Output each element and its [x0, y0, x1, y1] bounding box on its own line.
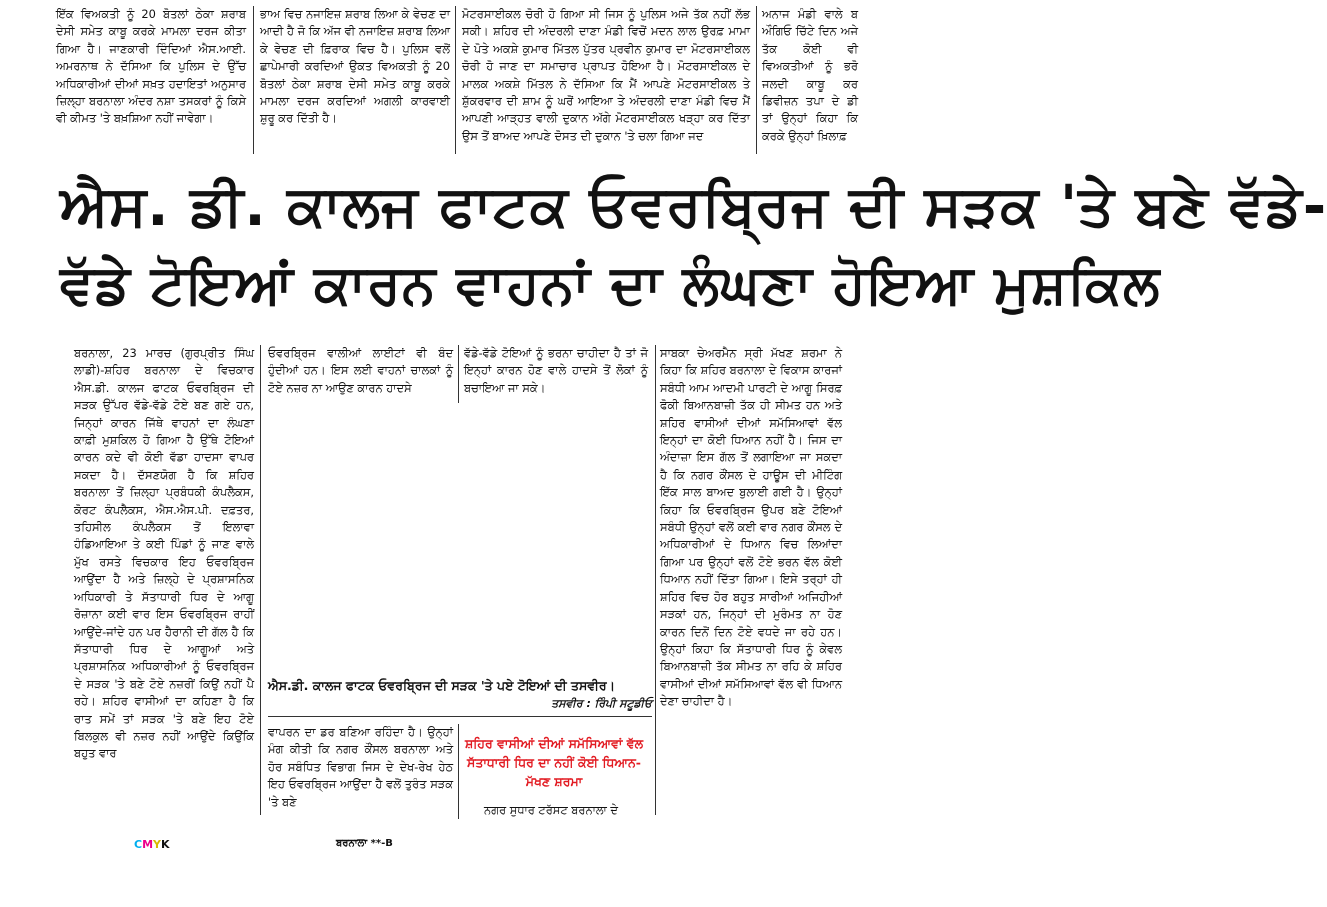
headline-line-1: ਐਸ. ਡੀ. ਕਾਲਜ ਫਾਟਕ ਓਵਰਬ੍ਰਿਜ ਦੀ ਸੜਕ 'ਤੇ ਬਣੇ ਵੱਡੇ-: [60, 174, 1327, 239]
page-label: ਬਰਨਾਲਾ **-B: [336, 838, 393, 849]
column-divider: [253, 6, 254, 154]
article-col-4: ਸਾਬਕਾ ਚੇਅਰਮੈਨ ਸ੍ਰੀ ਮੱਖਣ ਸ਼ਰਮਾ ਨੇ ਕਿਹਾ ਕਿ ਸ਼ਹਿਰ ਬਰਨਾਲਾ ਦੇ ਵਿਕਾਸ ਕਾਰਜਾਂ ਸਬੰਧੀ ਆਮ ਆਦਮੀ ਪਾਰਟੀ ਦੇ ਆਗੂ ਸਿਰਫ਼ ਫੋਕੀ ਬਿਆਨਬਾਜ਼ੀ ਤੱਕ ਹੀ ਸੀਮਤ ਹਨ ਅਤੇ ਸ਼ਹਿਰ ਵਾਸੀਆਂ ਦੀਆਂ ਸਮੱਸਿਆਵਾਂ ਵੱਲ ਇਨ੍ਹਾਂ ਦਾ ਕੋਈ ਧਿਆਨ ਨਹੀਂ ਹੈ। ਜਿਸ ਦਾ ਅੰਦਾਜ਼ਾ ਇਸ ਗੱਲ ਤੋਂ ਲਗਾਇਆ ਜਾ ਸਕਦਾ ਹੈ ਕਿ ਨਗਰ ਕੌਂਸਲ ਦੇ ਹਾਊਸ ਦੀ ਮੀਟਿੰਗ ਇੱਕ ਸਾਲ ਬਾਅਦ ਬੁਲਾਈ ਗਈ ਹੈ। ਉਨ੍ਹਾਂ ਕਿਹਾ ਕਿ ਓਵਰਬ੍ਰਿਜ ਉਪਰ ਬਣੇ ਟੋਇਆਂ ਸਬੰਧੀ ਉਨ੍ਹਾਂ ਵਲੋਂ ਕਈ ਵਾਰ ਨਗਰ ਕੌਂਸਲ ਦੇ ਅਧਿਕਾਰੀਆਂ ਦੇ ਧਿਆਨ ਵਿਚ ਲਿਆਂਦਾ ਗਿਆ ਪਰ ਉਨ੍ਹਾਂ ਵਲੋਂ ਟੋਏ ਭਰਨ ਵੱਲ ਕੋਈ ਧਿਆਨ ਨਹੀਂ ਦਿੱਤਾ ਗਿਆ। ਇਸੇ ਤਰ੍ਹਾਂ ਹੀ ਸ਼ਹਿਰ ਵਿਚ ਹੋਰ ਬਹੁਤ ਸਾਰੀਆਂ ਅਜਿਹੀਆਂ ਸੜਕਾਂ ਹਨ, ਜਿਨ੍ਹਾਂ ਦੀ ਮੁਰੰਮਤ ਨਾ ਹੋਣ ਕਾਰਨ ਦਿਨੋਂ ਦਿਨ ਟੋਏ ਵਧਦੇ ਜਾ ਰਹੇ ਹਨ। ਉਨ੍ਹਾਂ ਕਿਹਾ ਕਿ ਸੱਤਾਧਾਰੀ ਧਿਰ ਨੂੰ ਕੇਵਲ ਬਿਆਨਬਾਜ਼ੀ ਤੱਕ ਸੀਮਤ ਨਾ ਰਹਿ ਕੇ ਸ਼ਹਿਰ ਵਾਸੀਆਂ ਦੀਆਂ ਸਮੱਸਿਆਵਾਂ ਵੱਲ ਵੀ ਧਿਆਨ ਦੇਣਾ ਚਾਹੀਦਾ ਹੈ।: [660, 346, 842, 709]
column-divider: [455, 6, 456, 154]
cmyk-marker: [134, 838, 170, 851]
article-col-1: ਬਰਨਾਲਾ, 23 ਮਾਰਚ (ਗੁਰਪ੍ਰੀਤ ਸਿੰਘ ਲਾਡੀ)-ਸ਼ਹਿਰ ਬਰਨਾਲਾ ਦੇ ਵਿਚਕਾਰ ਐਸ.ਡੀ. ਕਾਲਜ ਫਾਟਕ ਓਵਰਬ੍ਰਿਜ ਦੀ ਸੜਕ ਉੱਪਰ ਵੱਡੇ-ਵੱਡੇ ਟੋਏ ਬਣ ਗਏ ਹਨ, ਜਿਨ੍ਹਾਂ ਕਾਰਨ ਜਿੱਥੇ ਵਾਹਨਾਂ ਦਾ ਲੰਘਣਾ ਕਾਫ਼ੀ ਮੁਸ਼ਕਿਲ ਹੋ ਗਿਆ ਹੈ ਉੱਥੇ ਟੋਇਆਂ ਕਾਰਨ ਕਦੇ ਵੀ ਕੋਈ ਵੱਡਾ ਹਾਦਸਾ ਵਾਪਰ ਸਕਦਾ ਹੈ। ਦੱਸਣਯੋਗ ਹੈ ਕਿ ਸ਼ਹਿਰ ਬਰਨਾਲਾ ਤੋਂ ਜ਼ਿਲ੍ਹਾ ਪ੍ਰਬੰਧਕੀ ਕੰਪਲੈਕਸ, ਕੋਰਟ ਕੰਪਲੈਕਸ, ਐਸ.ਐਸ.ਪੀ. ਦਫ਼ਤਰ, ਤਹਿਸੀਲ ਕੰਪਲੈਕਸ ਤੋਂ ਇਲਾਵਾ ਹੰਡਿਆਇਆ ਤੇ ਕਈ ਪਿੰਡਾਂ ਨੂੰ ਜਾਣ ਵਾਲੇ ਮੁੱਖ ਰਸਤੇ ਵਿਚਕਾਰ ਇਹ ਓਵਰਬ੍ਰਿਜ ਆਉਂਦਾ ਹੈ ਅਤੇ ਜ਼ਿਲ੍ਹੇ ਦੇ ਪ੍ਰਸ਼ਾਸਨਿਕ ਅਧਿਕਾਰੀ ਤੇ ਸੱਤਾਧਾਰੀ ਧਿਰ ਦੇ ਆਗੂ ਰੋਜ਼ਾਨਾ ਕਈ ਵਾਰ ਇਸ ਓਵਰਬ੍ਰਿਜ ਰਾਹੀਂ ਆਉਂਦੇ-ਜਾਂਦੇ ਹਨ ਪਰ ਹੈਰਾਨੀ ਦੀ ਗੱਲ ਹੈ ਕਿ ਸੱਤਾਧਾਰੀ ਧਿਰ ਦੇ ਆਗੂਆਂ ਅਤੇ ਪ੍ਰਸ਼ਾਸਨਿਕ ਅਧਿਕਾਰੀਆਂ ਨੂੰ ਓਵਰਬ੍ਰਿਜ ਦੇ ਸੜਕ 'ਤੇ ਬਣੇ ਟੋਏ ਨਜ਼ਰੀਂ ਕਿਉਂ ਨਹੀਂ ਪੈ ਰਹੇ। ਸ਼ਹਿਰ ਵਾਸੀਆਂ ਦਾ ਕਹਿਣਾ ਹੈ ਕਿ ਰਾਤ ਸਮੇਂ ਤਾਂ ਸੜਕ 'ਤੇ ਬਣੇ ਇਹ ਟੋਏ ਬਿਲਕੁਲ ਵੀ ਨਜ਼ਰ ਨਹੀਂ ਆਉਂਦੇ ਕਿਉਂਕਿ ਬਹੁਤ ਵਾਰ: [74, 346, 254, 761]
article-col-2-bottom: ਵਾਪਰਨ ਦਾ ਡਰ ਬਣਿਆ ਰਹਿੰਦਾ ਹੈ। ਉਨ੍ਹਾਂ ਮੰਗ ਕੀਤੀ ਕਿ ਨਗਰ ਕੌਂਸਲ ਬਰਨਾਲਾ ਅਤੇ ਹੋਰ ਸਬੰਧਿਤ ਵਿਭਾਗ ਜਿਸ ਦੇ ਦੇਖ-ਰੇਖ ਹੇਠ ਇਹ ਓਵਰਬ੍ਰਿਜ ਆਉਂਦਾ ਹੈ ਵਲੋਂ ਤੁਰੰਤ ਸੜਕ 'ਤੇ ਬਣੇ: [268, 725, 453, 809]
top-story-col-1: ਇੱਕ ਵਿਅਕਤੀ ਨੂੰ 20 ਬੋਤਲਾਂ ਠੇਕਾ ਸ਼ਰਾਬ ਦੇਸੀ ਸਮੇਤ ਕਾਬੂ ਕਰਕੇ ਮਾਮਲਾ ਦਰਜ ਕੀਤਾ ਗਿਆ ਹੈ। ਜਾਣਕਾਰੀ ਦਿੰਦਿਆਂ ਐਸ.ਆਈ. ਅਮਰਨਾਥ ਨੇ ਦੱਸਿਆ ਕਿ ਪੁਲਿਸ ਦੇ ਉੱਚ ਅਧਿਕਾਰੀਆਂ ਦੀਆਂ ਸਖ਼ਤ ਹਦਾਇਤਾਂ ਅਨੁਸਾਰ ਜ਼ਿਲ੍ਹਾ ਬਰਨਾਲਾ ਅੰਦਰ ਨਸ਼ਾ ਤਸਕਰਾਂ ਨੂੰ ਕਿਸੇ ਵੀ ਕੀਮਤ 'ਤੇ ਬਖ਼ਸ਼ਿਆ ਨਹੀਂ ਜਾਵੇਗਾ।: [56, 7, 246, 126]
photo-caption: ਐਸ.ਡੀ. ਕਾਲਜ ਫਾਟਕ ਓਵਰਬ੍ਰਿਜ ਦੀ ਸੜਕ 'ਤੇ ਪਏ ਟੋਇਆਂ ਦੀ ਤਸਵੀਰ।: [268, 678, 616, 693]
column-divider: [655, 345, 656, 815]
top-story-col-3: ਮੋਟਰਸਾਈਕਲ ਚੋਰੀ ਹੋ ਗਿਆ ਸੀ ਜਿਸ ਨੂੰ ਪੁਲਿਸ ਅਜੇ ਤੱਕ ਨਹੀਂ ਲੱਭ ਸਕੀ। ਸ਼ਹਿਰ ਦੀ ਅੰਦਰਲੀ ਦਾਣਾ ਮੰਡੀ ਵਿਚੋਂ ਮਦਨ ਲਾਲ ਉਰਫ਼ ਮਾਮਾ ਦੇ ਪੋਤੇ ਅਕਸ਼ੇ ਕੁਮਾਰ ਮਿੱਤਲ ਪੁੱਤਰ ਪ੍ਰਵੀਨ ਕੁਮਾਰ ਦਾ ਮੋਟਰਸਾਈਕਲ ਚੋਰੀ ਹੋ ਜਾਣ ਦਾ ਸਮਾਚਾਰ ਪ੍ਰਾਪਤ ਹੋਇਆ ਹੈ। ਮੋਟਰਸਾਈਕਲ ਦੇ ਮਾਲਕ ਅਕਸ਼ੇ ਮਿੱਤਲ ਨੇ ਦੱਸਿਆ ਕਿ ਮੈਂ ਆਪਣੇ ਮੋਟਰਸਾਈਕਲ ਤੇ ਸ਼ੁੱਕਰਵਾਰ ਦੀ ਸ਼ਾਮ ਨੂੰ ਘਰੋਂ ਆਇਆ ਤੇ ਅੰਦਰਲੀ ਦਾਣਾ ਮੰਡੀ ਵਿਚ ਮੈਂ ਆਪਣੀ ਆੜ੍ਹਤ ਵਾਲੀ ਦੁਕਾਨ ਅੱਗੇ ਮੋਟਰਸਾਈਕਲ ਖੜ੍ਹਾ ਕਰ ਦਿੱਤਾ ਉਸ ਤੋਂ ਬਾਅਦ ਆਪਣੇ ਦੋਸਤ ਦੀ ਦੁਕਾਨ 'ਤੇ ਚਲਾ ਗਿਆ ਜਦ: [462, 7, 750, 143]
column-divider: [458, 345, 459, 403]
top-story-col-2: ਭਾਅ ਵਿਚ ਨਜਾਇਜ਼ ਸ਼ਰਾਬ ਲਿਆ ਕੇ ਵੇਚਣ ਦਾ ਆਦੀ ਹੈ ਜੋ ਕਿ ਅੱਜ ਵੀ ਨਜਾਇਜ਼ ਸ਼ਰਾਬ ਲਿਆ ਕੇ ਵੇਚਣ ਦੀ ਫ਼ਿਰਾਕ ਵਿਚ ਹੈ। ਪੁਲਿਸ ਵਲੋਂ ਛਾਪੇਮਾਰੀ ਕਰਦਿਆਂ ਉਕਤ ਵਿਅਕਤੀ ਨੂੰ 20 ਬੋਤਲਾਂ ਠੇਕਾ ਸ਼ਰਾਬ ਦੇਸੀ ਸਮੇਤ ਕਾਬੂ ਕਰਕੇ ਮਾਮਲਾ ਦਰਜ ਕਰਦਿਆਂ ਅਗਲੀ ਕਾਰਵਾਈ ਸ਼ੁਰੂ ਕਰ ਦਿੱਤੀ ਹੈ।: [260, 7, 450, 126]
photo-credit: ਤਸਵੀਰ : ਰਿੰਪੀ ਸਟੂਡੀਓ: [551, 697, 652, 710]
top-story-col-4: ਅਨਾਜ ਮੰਡੀ ਵਾਲੇ ਬ ਔਗਿਓ ਚਿੱਟੇ ਦਿਨ ਅਜੇ ਤੱਕ ਕੋਈ ਵੀ ਵਿਅਕਤੀਆਂ ਨੂੰ ਭਰੋ ਜਲਦੀ ਕਾਬੂ ਕਰ ਡਿਵੀਜ਼ਨ ਤਪਾ ਦੇ ਡੀ ਤਾਂ ਉਨ੍ਹਾਂ ਕਿਹਾ ਕਿ ਕਰਕੇ ਉਨ੍ਹਾਂ ਖ਼ਿਲਾਫ਼: [762, 7, 858, 143]
cmyk-k: K: [161, 838, 170, 851]
headline-line-2: ਵੱਡੇ ਟੋਇਆਂ ਕਾਰਨ ਵਾਹਨਾਂ ਦਾ ਲੰਘਣਾ ਹੋਇਆ ਮੁਸ਼ਕਿਲ: [60, 253, 1161, 316]
article-col-3-top: ਵੱਡੇ-ਵੱਡੇ ਟੋਇਆਂ ਨੂੰ ਭਰਨਾ ਚਾਹੀਦਾ ਹੈ ਤਾਂ ਜੋ ਇਨ੍ਹਾਂ ਕਾਰਨ ਹੋਣ ਵਾਲੇ ਹਾਦਸੇ ਤੋਂ ਲੋਕਾਂ ਨੂੰ ਬਚਾਇਆ ਜਾ ਸਕੇ।: [464, 346, 648, 395]
column-divider: [756, 6, 757, 154]
article-col-3-bottom: ਨਗਰ ਸੁਧਾਰ ਟਰੱਸਟ ਬਰਨਾਲਾ ਦੇ: [484, 803, 618, 817]
photo-placeholder: [268, 408, 652, 670]
column-divider: [458, 724, 459, 819]
column-divider: [260, 345, 261, 815]
caption-divider: [268, 716, 652, 717]
article-col-2-top: ਓਵਰਬ੍ਰਿਜ ਵਾਲੀਆਂ ਲਾਈਟਾਂ ਵੀ ਬੰਦ ਹੁੰਦੀਆਂ ਹਨ। ਇਸ ਲਈ ਵਾਹਨਾਂ ਚਾਲਕਾਂ ਨੂੰ ਟੋਏ ਨਜ਼ਰ ਨਾ ਆਉਣ ਕਾਰਨ ਹਾਦਸੇ: [268, 346, 453, 395]
cmyk-m: M: [142, 838, 154, 851]
pull-quote: ਸ਼ਹਿਰ ਵਾਸੀਆਂ ਦੀਆਂ ਸਮੱਸਿਆਵਾਂ ਵੱਲ ਸੱਤਾਧਾਰੀ ਧਿਰ ਦਾ ਨਹੀਂ ਕੋਈ ਧਿਆਨ-ਮੱਖਣ ਸ਼ਰਮਾ: [464, 736, 644, 789]
cmyk-c: C: [134, 838, 143, 851]
cmyk-y: Y: [153, 838, 161, 851]
